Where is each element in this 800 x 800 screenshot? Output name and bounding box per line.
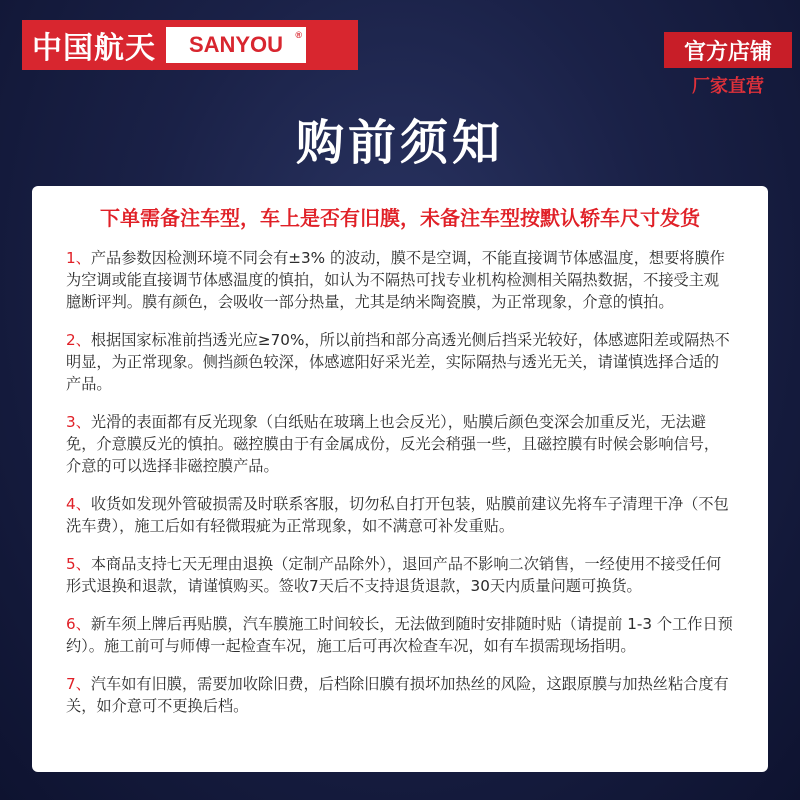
- item-number: 4、: [66, 495, 91, 513]
- list-item: [66, 613, 734, 657]
- item-number: 3、: [66, 413, 91, 431]
- order-notice: 下单需备注车型，车上是否有旧膜，未备注车型按默认轿车尺寸发货: [100, 206, 700, 230]
- list-item: [66, 247, 734, 313]
- brand-name-cn: 中国航天: [32, 31, 156, 66]
- list-item: [66, 673, 734, 717]
- item-number: 2、: [66, 331, 91, 349]
- item-number: 1、: [66, 249, 91, 267]
- brand-name-en: [166, 27, 306, 63]
- list-item: [66, 553, 734, 597]
- item-text: 新车须上牌后再贴膜，汽车膜施工时间较长，无法做到随时安排随时贴（请提前 1-3 个工作日预约）。施工前可与师傅一起检查车况，施工后可再次检查车况，如有车损需现场指明。: [66, 615, 733, 655]
- notice-card: [32, 186, 768, 772]
- item-text: 收货如发现外管破损需及时联系客服，切勿私自打开包装，贴膜前建议先将车子清理干净（不包洗车费），施工后如有轻微瑕疵为正常现象，如不满意可补发重贴。: [66, 495, 729, 535]
- official-store-badge: 官方店铺: [664, 32, 792, 68]
- item-number: 6、: [66, 615, 91, 633]
- brand-name-en-text: SANYOU: [188, 32, 284, 57]
- list-item: [66, 329, 734, 395]
- item-number: 7、: [66, 675, 91, 693]
- page-title: 购前须知: [295, 115, 504, 171]
- factory-direct-label: 厂家直营: [692, 76, 764, 97]
- item-text: 光滑的表面都有反光现象（白纸贴在玻璃上也会反光），贴膜后颜色变深会加重反光，无法避免，介意膜反光的慎拍。磁控膜由于有金属成份，反光会稍强一些，且磁控膜有时候会影响信号，介意的可以选择非磁控膜产品。: [66, 413, 720, 475]
- item-text: 产品参数因检测环境不同会有±3% 的波动，膜不是空调，不能直接调节体感温度，想要将膜作为空调或能直接调节体感温度的慎拍，如认为不隔热可找专业机构检测相关隔热数据，不接受主观臆断评判。膜有颜色，会吸收一部分热量，尤其是纳米陶瓷膜，为正常现象，介意的慎拍。: [66, 249, 725, 311]
- item-number: 5、: [66, 555, 91, 573]
- list-item: [66, 493, 734, 537]
- list-item: [66, 411, 734, 477]
- item-text: 汽车如有旧膜，需要加收除旧费，后档除旧膜有损坏加热丝的风险，这跟原膜与加热丝粘合度有关，如介意可不更换后档。: [66, 675, 729, 715]
- registered-mark: ®: [295, 30, 302, 40]
- item-text: 根据国家标准前挡透光应≥70%，所以前挡和部分高透光侧后挡采光较好，体感遮阳差或隔热不明显，为正常现象。侧挡颜色较深，体感遮阳好采光差，实际隔热与透光无关，请谨慎选择合适的产品。: [66, 331, 730, 393]
- brand-logo: [22, 20, 358, 70]
- item-text: 本商品支持七天无理由退换（定制产品除外），退回产品不影响二次销售，一经使用不接受任何形式退换和退款，请谨慎购买。签收7天后不支持退货退款，30天内质量问题可换货。: [66, 555, 722, 595]
